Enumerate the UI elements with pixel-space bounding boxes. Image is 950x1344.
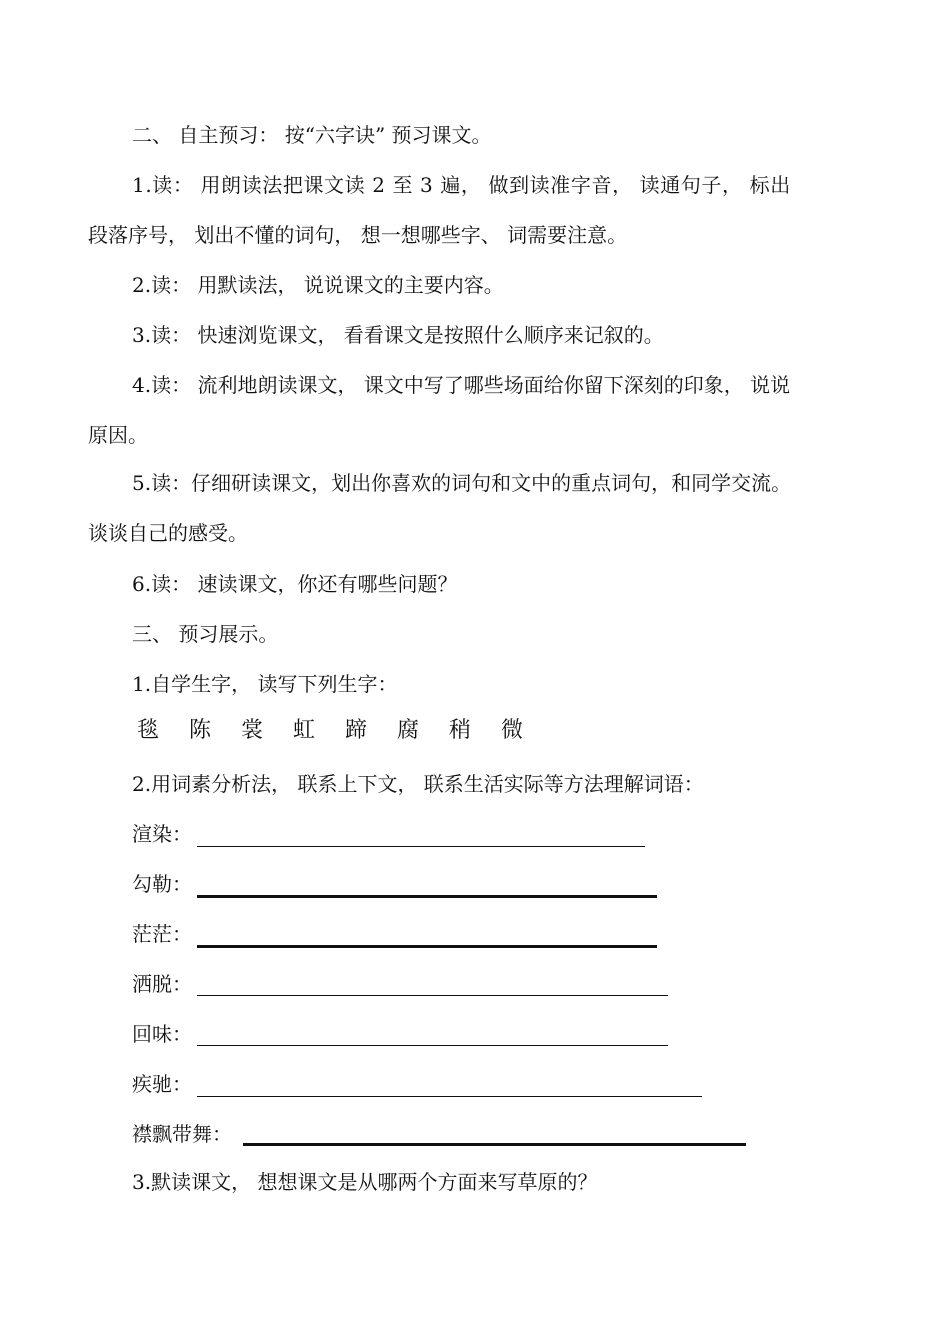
vocab-label: 疾驰： [132, 1072, 192, 1096]
vocab-label: 襟飘带舞： [132, 1122, 232, 1146]
character: 腐 [397, 718, 420, 743]
section-3-heading: 三、 预习展示。 [132, 622, 279, 646]
vocab-label: 渲染： [132, 822, 192, 846]
answer-blank[interactable] [197, 1096, 702, 1097]
section-2-heading: 二、 自主预习： 按“六字诀” 预习课文。 [132, 123, 492, 147]
answer-blank[interactable] [243, 1143, 746, 1146]
character: 毯 [137, 718, 160, 743]
preview-item-4-line-1: 4.读： 流利地朗读课文， 课文中写了哪些场面给你留下深刻的印象， 说说 [132, 373, 791, 397]
task-2-prompt: 2.用词素分析法， 联系上下文， 联系生活实际等方法理解词语： [132, 772, 704, 796]
answer-blank[interactable] [197, 895, 657, 898]
preview-item-1-line-1: 1.读： 用朗读法把课文读 2 至 3 遍， 做到读准字音， 读通句子， 标出 [132, 173, 791, 197]
character: 微 [501, 718, 524, 743]
vocab-label: 洒脱： [132, 972, 192, 996]
preview-item-1-line-2: 段落序号， 划出不懂的词句， 想一想哪些字、 词需要注意。 [88, 223, 628, 247]
preview-item-6: 6.读： 速读课文，你还有哪些问题？ [132, 572, 458, 596]
character: 稍 [449, 718, 472, 743]
preview-item-4-line-2: 原因。 [88, 423, 148, 447]
preview-item-5-line-1: 5.读：仔细研读课文，划出你喜欢的词句和文中的重点词句，和同学交流。 [132, 471, 792, 495]
vocab-label: 勾勒： [132, 872, 192, 896]
character: 蹄 [345, 718, 368, 743]
task-1-prompt: 1.自学生字， 读写下列生字： [132, 672, 398, 696]
new-characters-row [137, 716, 553, 746]
answer-blank[interactable] [197, 945, 657, 948]
answer-blank[interactable] [197, 846, 645, 847]
vocab-label: 茫茫： [132, 922, 192, 946]
character: 陈 [189, 718, 212, 743]
vocab-label: 回味： [132, 1022, 192, 1046]
task-3-prompt: 3.默读课文， 想想课文是从哪两个方面来写草原的？ [132, 1170, 598, 1194]
character: 虹 [293, 718, 316, 743]
preview-item-3: 3.读： 快速浏览课文， 看看课文是按照什么顺序来记叙的。 [132, 323, 664, 347]
preview-item-5-line-2: 谈谈自己的感受。 [88, 521, 248, 545]
answer-blank[interactable] [197, 995, 668, 996]
preview-item-2: 2.读： 用默读法， 说说课文的主要内容。 [132, 273, 504, 297]
answer-blank[interactable] [197, 1045, 668, 1046]
character: 裳 [241, 718, 264, 743]
